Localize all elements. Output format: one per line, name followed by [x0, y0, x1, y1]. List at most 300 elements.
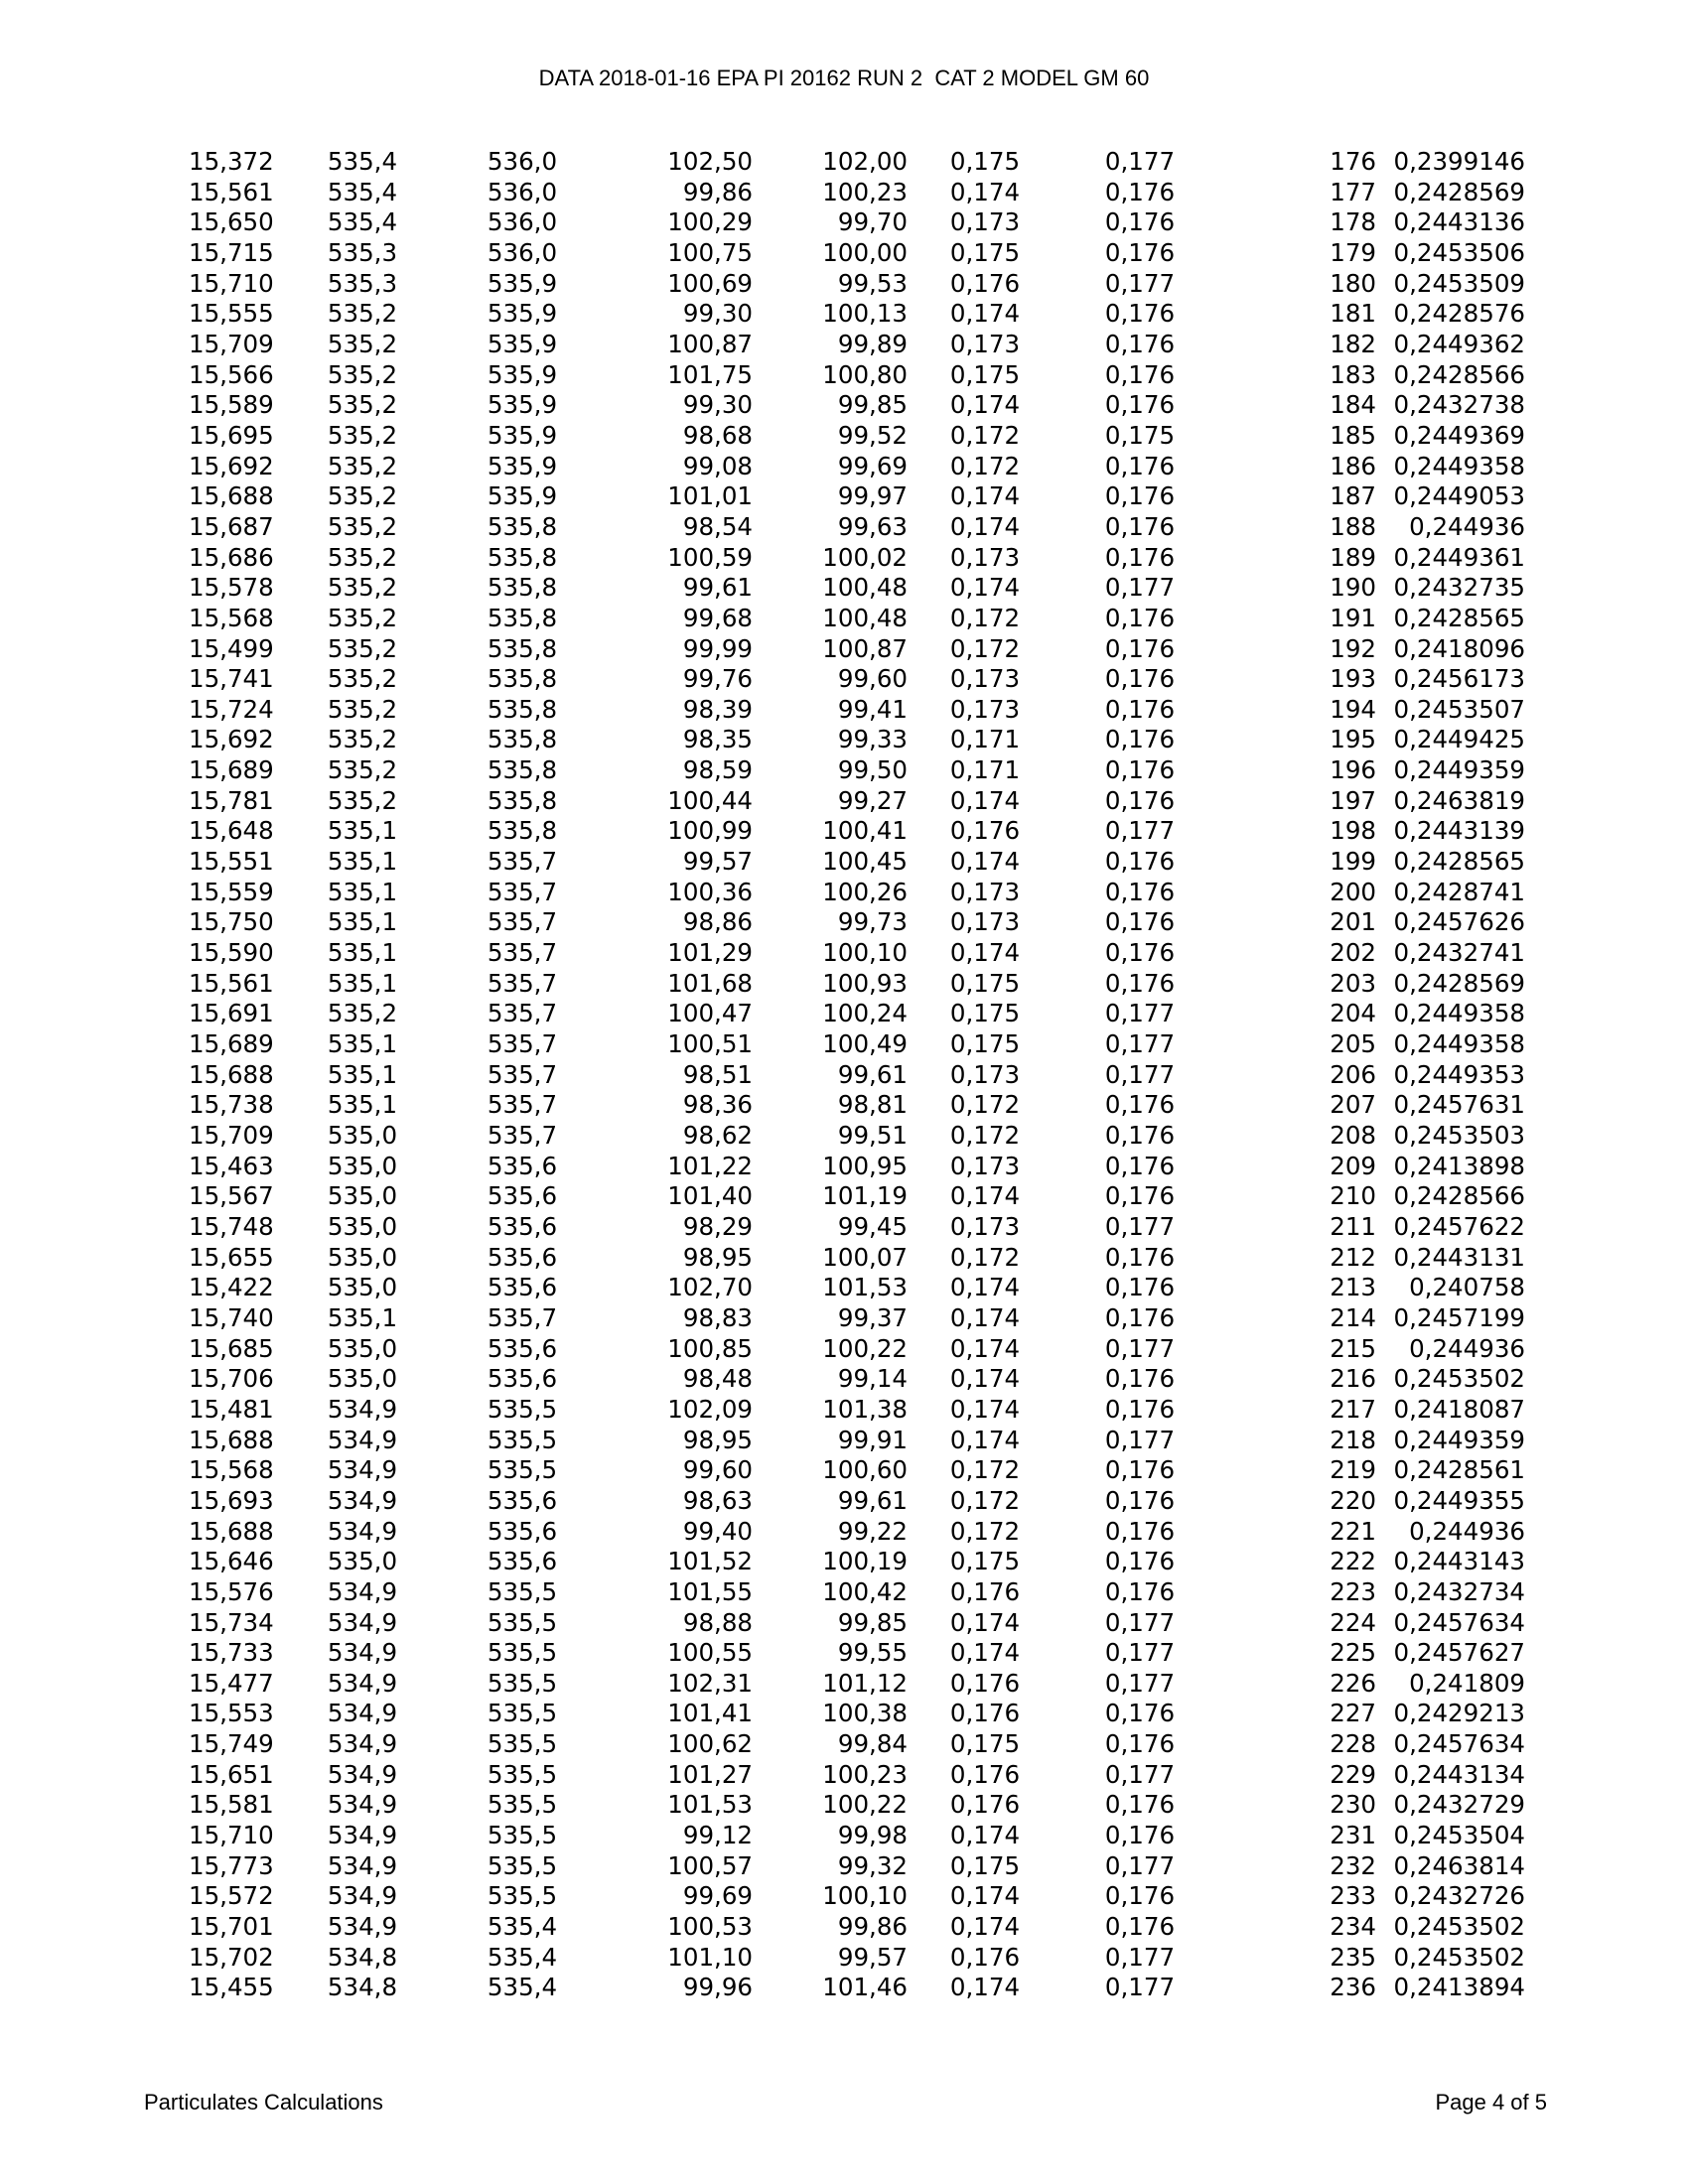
table-cell: 178: [1330, 207, 1376, 237]
table-cell: 535,8: [487, 633, 558, 663]
table-cell: 15,687: [189, 511, 274, 541]
table-cell: 101,46: [822, 1973, 908, 2002]
table-cell: 535,5: [487, 1607, 558, 1637]
table-cell: 0,2428741: [1393, 877, 1525, 906]
table-cell: 0,175: [949, 1029, 1021, 1059]
table-cell: 15,578: [189, 573, 274, 603]
table-cell: 99,69: [837, 451, 908, 480]
table-cell: 99,68: [682, 603, 753, 632]
table-cell: 0,176: [949, 1942, 1021, 1972]
table-cell: 231: [1330, 1821, 1376, 1850]
table-cell: 535,6: [487, 1151, 558, 1180]
table-cell: 0,176: [1104, 664, 1176, 694]
table-cell: 15,685: [189, 1333, 274, 1363]
table-cell: 15,773: [189, 1850, 274, 1880]
table-cell: 205: [1330, 1029, 1376, 1059]
table-row: [189, 1029, 1525, 1060]
table-row: [189, 1881, 1525, 1912]
table-cell: 100,75: [667, 237, 753, 267]
table-row: [189, 390, 1525, 421]
table-cell: 0,175: [949, 1729, 1021, 1759]
table-cell: 0,176: [1104, 1912, 1176, 1942]
table-cell: 99,37: [837, 1302, 908, 1332]
table-cell: 15,709: [189, 1121, 274, 1150]
table-cell: 99,76: [682, 664, 753, 694]
table-cell: 15,648: [189, 816, 274, 846]
table-cell: 535,0: [327, 1547, 398, 1576]
table-cell: 535,0: [327, 1121, 398, 1150]
table-cell: 0,177: [1104, 147, 1176, 176]
table-cell: 98,88: [682, 1607, 753, 1637]
table-cell: 100,51: [667, 1029, 753, 1059]
table-cell: 100,23: [822, 177, 908, 206]
table-cell: 196: [1330, 755, 1376, 785]
table-cell: 211: [1330, 1211, 1376, 1241]
table-cell: 0,244936: [1409, 511, 1525, 541]
table-cell: 101,55: [667, 1576, 753, 1606]
table-cell: 0,176: [1104, 603, 1176, 632]
table-cell: 535,0: [327, 1333, 398, 1363]
table-cell: 535,9: [487, 481, 558, 511]
table-cell: 197: [1330, 785, 1376, 815]
table-cell: 216: [1330, 1364, 1376, 1394]
table-cell: 0,175: [949, 147, 1021, 176]
table-cell: 535,6: [487, 1547, 558, 1576]
table-cell: 187: [1330, 481, 1376, 511]
table-cell: 100,02: [822, 542, 908, 572]
table-cell: 535,0: [327, 1151, 398, 1180]
table-cell: 228: [1330, 1729, 1376, 1759]
table-cell: 101,19: [822, 1181, 908, 1211]
table-cell: 99,51: [837, 1121, 908, 1150]
table-cell: 535,8: [487, 816, 558, 846]
table-cell: 214: [1330, 1302, 1376, 1332]
table-cell: 15,692: [189, 451, 274, 480]
table-cell: 100,07: [822, 1242, 908, 1272]
table-cell: 0,176: [1104, 177, 1176, 206]
table-cell: 535,8: [487, 573, 558, 603]
table-cell: 215: [1330, 1333, 1376, 1363]
table-cell: 101,41: [667, 1699, 753, 1728]
table-row: [189, 755, 1525, 786]
table-cell: 535,5: [487, 1699, 558, 1728]
table-cell: 0,2418096: [1393, 633, 1525, 663]
table-cell: 0,177: [1104, 1029, 1176, 1059]
table-cell: 0,176: [1104, 1547, 1176, 1576]
table-cell: 535,8: [487, 725, 558, 754]
table-cell: 15,551: [189, 847, 274, 877]
table-cell: 535,8: [487, 511, 558, 541]
table-cell: 534,9: [327, 1821, 398, 1850]
table-cell: 100,59: [667, 542, 753, 572]
table-row: [189, 421, 1525, 452]
table-cell: 15,750: [189, 907, 274, 937]
table-row: [189, 330, 1525, 360]
table-cell: 535,1: [327, 1059, 398, 1089]
table-cell: 0,174: [949, 1394, 1021, 1424]
table-cell: 0,2428569: [1393, 968, 1525, 998]
table-cell: 98,48: [682, 1364, 753, 1394]
table-cell: 15,688: [189, 1425, 274, 1454]
table-cell: 0,174: [949, 1607, 1021, 1637]
table-cell: 181: [1330, 299, 1376, 329]
table-cell: 183: [1330, 359, 1376, 389]
table-cell: 98,95: [682, 1425, 753, 1454]
table-cell: 220: [1330, 1485, 1376, 1515]
table-cell: 0,2463814: [1393, 1850, 1525, 1880]
table-cell: 98,39: [682, 694, 753, 724]
table-cell: 0,174: [949, 390, 1021, 420]
table-cell: 534,9: [327, 1394, 398, 1424]
table-cell: 189: [1330, 542, 1376, 572]
table-cell: 535,9: [487, 420, 558, 450]
table-cell: 15,688: [189, 1059, 274, 1089]
table-cell: 99,41: [837, 694, 908, 724]
table-cell: 0,176: [1104, 1090, 1176, 1120]
table-row: [189, 1821, 1525, 1851]
table-cell: 0,177: [1104, 1850, 1176, 1880]
table-cell: 0,176: [949, 1576, 1021, 1606]
table-cell: 536,0: [487, 237, 558, 267]
table-cell: 224: [1330, 1607, 1376, 1637]
table-cell: 0,174: [949, 847, 1021, 877]
table-cell: 536,0: [487, 207, 558, 237]
table-cell: 180: [1330, 268, 1376, 298]
table-cell: 100,93: [822, 968, 908, 998]
table-cell: 535,9: [487, 329, 558, 358]
table-row: [189, 1669, 1525, 1700]
table-cell: 100,42: [822, 1576, 908, 1606]
table-cell: 535,2: [327, 451, 398, 480]
table-cell: 100,87: [822, 633, 908, 663]
table-cell: 198: [1330, 816, 1376, 846]
table-cell: 101,10: [667, 1942, 753, 1972]
table-cell: 534,9: [327, 1699, 398, 1728]
table-cell: 534,8: [327, 1942, 398, 1972]
table-cell: 0,174: [949, 511, 1021, 541]
table-cell: 193: [1330, 664, 1376, 694]
table-cell: 0,2457634: [1393, 1607, 1525, 1637]
table-cell: 98,35: [682, 725, 753, 754]
table-cell: 535,2: [327, 664, 398, 694]
table-cell: 0,176: [1104, 1364, 1176, 1394]
table-cell: 221: [1330, 1516, 1376, 1546]
table-cell: 102,31: [667, 1668, 753, 1698]
table-cell: 535,2: [327, 725, 398, 754]
table-cell: 0,171: [949, 755, 1021, 785]
table-cell: 0,2443136: [1393, 207, 1525, 237]
table-cell: 236: [1330, 1973, 1376, 2002]
table-cell: 0,176: [949, 1759, 1021, 1789]
table-row: [189, 999, 1525, 1029]
table-cell: 0,2428566: [1393, 359, 1525, 389]
table-cell: 0,2443139: [1393, 816, 1525, 846]
table-cell: 0,176: [1104, 785, 1176, 815]
table-cell: 0,2449358: [1393, 1029, 1525, 1059]
table-cell: 0,2429213: [1393, 1699, 1525, 1728]
table-cell: 0,173: [949, 1059, 1021, 1089]
table-cell: 0,176: [949, 816, 1021, 846]
table-cell: 0,2413898: [1393, 1151, 1525, 1180]
table-row: [189, 269, 1525, 300]
table-cell: 535,7: [487, 1029, 558, 1059]
table-cell: 0,174: [949, 1638, 1021, 1668]
table-cell: 534,9: [327, 1425, 398, 1454]
table-cell: 99,50: [837, 755, 908, 785]
table-cell: 101,53: [822, 1273, 908, 1302]
table-cell: 15,749: [189, 1729, 274, 1759]
table-cell: 0,174: [949, 1881, 1021, 1911]
table-cell: 99,84: [837, 1729, 908, 1759]
table-row: [189, 1577, 1525, 1608]
table-cell: 99,08: [682, 451, 753, 480]
table-cell: 100,47: [667, 999, 753, 1028]
footer-title: Particulates Calculations: [144, 2090, 383, 2115]
table-cell: 101,38: [822, 1394, 908, 1424]
table-cell: 0,2432726: [1393, 1881, 1525, 1911]
table-cell: 15,555: [189, 299, 274, 329]
table-cell: 535,2: [327, 390, 398, 420]
page-header: DATA 2018-01-16 EPA PI 20162 RUN 2 CAT 2 MODEL GM 60: [538, 66, 1150, 90]
table-cell: 100,22: [822, 1790, 908, 1820]
table-cell: 15,422: [189, 1273, 274, 1302]
table-cell: 535,7: [487, 1090, 558, 1120]
table-cell: 535,4: [487, 1942, 558, 1972]
table-cell: 535,9: [487, 268, 558, 298]
table-cell: 235: [1330, 1942, 1376, 1972]
table-cell: 0,177: [1104, 1425, 1176, 1454]
table-cell: 535,8: [487, 694, 558, 724]
table-cell: 535,8: [487, 542, 558, 572]
table-cell: 0,177: [1104, 573, 1176, 603]
table-cell: 204: [1330, 999, 1376, 1028]
table-cell: 200: [1330, 877, 1376, 906]
table-cell: 15,710: [189, 268, 274, 298]
table-cell: 99,40: [682, 1516, 753, 1546]
table-cell: 0,2453504: [1393, 1821, 1525, 1850]
table-cell: 100,24: [822, 999, 908, 1028]
table-cell: 208: [1330, 1121, 1376, 1150]
table-cell: 535,7: [487, 938, 558, 968]
table-cell: 0,2449362: [1393, 329, 1525, 358]
table-cell: 536,0: [487, 177, 558, 206]
table-cell: 0,174: [949, 938, 1021, 968]
table-cell: 15,692: [189, 725, 274, 754]
table-cell: 0,176: [1104, 1455, 1176, 1485]
table-cell: 0,176: [1104, 1181, 1176, 1211]
table-cell: 100,44: [667, 785, 753, 815]
table-cell: 535,2: [327, 359, 398, 389]
table-cell: 535,8: [487, 785, 558, 815]
table-cell: 15,372: [189, 147, 274, 176]
table-cell: 535,7: [487, 907, 558, 937]
table-cell: 535,4: [487, 1973, 558, 2002]
table-cell: 0,2428565: [1393, 847, 1525, 877]
table-cell: 98,86: [682, 907, 753, 937]
table-cell: 219: [1330, 1455, 1376, 1485]
table-row: [189, 1943, 1525, 1974]
table-cell: 535,6: [487, 1211, 558, 1241]
table-row: [189, 938, 1525, 969]
table-cell: 0,175: [949, 237, 1021, 267]
table-row: [189, 1303, 1525, 1334]
table-cell: 535,2: [327, 785, 398, 815]
table-cell: 535,1: [327, 907, 398, 937]
table-cell: 0,2449361: [1393, 542, 1525, 572]
table-cell: 0,2457631: [1393, 1090, 1525, 1120]
table-row: [189, 360, 1525, 391]
table-cell: 0,177: [1104, 1211, 1176, 1241]
table-cell: 0,171: [949, 725, 1021, 754]
table-cell: 101,52: [667, 1547, 753, 1576]
table-cell: 0,174: [949, 1181, 1021, 1211]
table-cell: 179: [1330, 237, 1376, 267]
table-row: [189, 969, 1525, 1000]
table-row: [189, 1912, 1525, 1943]
table-cell: 15,481: [189, 1394, 274, 1424]
table-cell: 102,00: [822, 147, 908, 176]
table-cell: 0,2457634: [1393, 1729, 1525, 1759]
table-cell: 15,724: [189, 694, 274, 724]
table-cell: 98,83: [682, 1302, 753, 1332]
table-cell: 100,60: [822, 1455, 908, 1485]
table-cell: 534,9: [327, 1729, 398, 1759]
table-cell: 0,244936: [1409, 1333, 1525, 1363]
data-table-body: [189, 147, 1525, 2003]
table-row: [189, 1060, 1525, 1091]
table-cell: 0,176: [949, 1668, 1021, 1698]
table-cell: 100,99: [667, 816, 753, 846]
table-cell: 15,715: [189, 237, 274, 267]
table-cell: 535,6: [487, 1273, 558, 1302]
table-cell: 99,91: [837, 1425, 908, 1454]
table-cell: 0,2443143: [1393, 1547, 1525, 1576]
table-cell: 15,576: [189, 1576, 274, 1606]
table-row: [189, 512, 1525, 543]
table-row: [189, 238, 1525, 269]
table-cell: 535,5: [487, 1759, 558, 1789]
table-cell: 0,2453506: [1393, 237, 1525, 267]
table-cell: 98,29: [682, 1211, 753, 1241]
table-cell: 0,172: [949, 1516, 1021, 1546]
table-row: [189, 1790, 1525, 1821]
table-cell: 534,9: [327, 1638, 398, 1668]
table-cell: 534,9: [327, 1485, 398, 1515]
table-cell: 535,1: [327, 1302, 398, 1332]
table-cell: 0,2428565: [1393, 603, 1525, 632]
table-cell: 227: [1330, 1699, 1376, 1728]
table-cell: 226: [1330, 1668, 1376, 1698]
table-cell: 99,97: [837, 481, 908, 511]
table-cell: 535,6: [487, 1364, 558, 1394]
table-cell: 101,27: [667, 1759, 753, 1789]
table-row: [189, 1243, 1525, 1274]
table-cell: 188: [1330, 511, 1376, 541]
table-cell: 0,176: [949, 1790, 1021, 1820]
table-cell: 0,2449355: [1393, 1485, 1525, 1515]
table-cell: 101,75: [667, 359, 753, 389]
table-cell: 0,175: [949, 359, 1021, 389]
table-cell: 0,176: [1104, 1729, 1176, 1759]
table-cell: 535,4: [327, 147, 398, 176]
table-cell: 0,176: [1104, 481, 1176, 511]
table-cell: 15,740: [189, 1302, 274, 1332]
table-cell: 0,176: [1104, 725, 1176, 754]
table-cell: 185: [1330, 420, 1376, 450]
table-cell: 15,568: [189, 1455, 274, 1485]
table-cell: 0,176: [1104, 1242, 1176, 1272]
table-cell: 0,173: [949, 1151, 1021, 1180]
table-cell: 536,0: [487, 147, 558, 176]
table-row: [189, 816, 1525, 847]
table-cell: 534,8: [327, 1973, 398, 2002]
table-cell: 535,2: [327, 329, 398, 358]
table-cell: 99,55: [837, 1638, 908, 1668]
table-cell: 15,561: [189, 968, 274, 998]
table-cell: 0,176: [1104, 968, 1176, 998]
table-cell: 0,176: [949, 268, 1021, 298]
table-cell: 100,49: [822, 1029, 908, 1059]
table-cell: 15,581: [189, 1790, 274, 1820]
table-cell: 202: [1330, 938, 1376, 968]
table-cell: 233: [1330, 1881, 1376, 1911]
table-cell: 0,177: [1104, 1333, 1176, 1363]
table-cell: 535,2: [327, 299, 398, 329]
table-cell: 0,2449359: [1393, 755, 1525, 785]
table-cell: 535,2: [327, 694, 398, 724]
table-cell: 0,2432734: [1393, 1576, 1525, 1606]
table-cell: 535,7: [487, 1059, 558, 1089]
table-cell: 209: [1330, 1151, 1376, 1180]
table-cell: 535,1: [327, 877, 398, 906]
table-cell: 535,4: [327, 177, 398, 206]
table-row: [189, 207, 1525, 238]
table-cell: 535,5: [487, 1394, 558, 1424]
table-cell: 0,244936: [1409, 1516, 1525, 1546]
table-row: [189, 634, 1525, 665]
table-cell: 0,2457199: [1393, 1302, 1525, 1332]
table-cell: 534,9: [327, 1668, 398, 1698]
table-cell: 535,2: [327, 542, 398, 572]
table-cell: 0,175: [949, 1547, 1021, 1576]
table-cell: 0,176: [1104, 1151, 1176, 1180]
table-cell: 184: [1330, 390, 1376, 420]
table-cell: 15,688: [189, 1516, 274, 1546]
table-cell: 535,4: [327, 207, 398, 237]
table-cell: 0,176: [1104, 390, 1176, 420]
table-row: [189, 1455, 1525, 1486]
table-cell: 98,54: [682, 511, 753, 541]
table-cell: 100,00: [822, 237, 908, 267]
table-cell: 0,174: [949, 573, 1021, 603]
table-cell: 534,9: [327, 1455, 398, 1485]
table-cell: 15,701: [189, 1912, 274, 1942]
table-cell: 100,57: [667, 1850, 753, 1880]
table-cell: 15,589: [189, 390, 274, 420]
table-cell: 0,174: [949, 1973, 1021, 2002]
table-cell: 535,5: [487, 1729, 558, 1759]
table-cell: 99,61: [682, 573, 753, 603]
table-cell: 0,177: [1104, 1942, 1176, 1972]
table-cell: 0,2457622: [1393, 1211, 1525, 1241]
table-row: [189, 452, 1525, 482]
table-cell: 0,2453509: [1393, 268, 1525, 298]
table-cell: 15,702: [189, 1942, 274, 1972]
table-cell: 534,9: [327, 1576, 398, 1606]
table-cell: 99,60: [837, 664, 908, 694]
table-cell: 535,2: [327, 511, 398, 541]
table-cell: 535,5: [487, 1821, 558, 1850]
